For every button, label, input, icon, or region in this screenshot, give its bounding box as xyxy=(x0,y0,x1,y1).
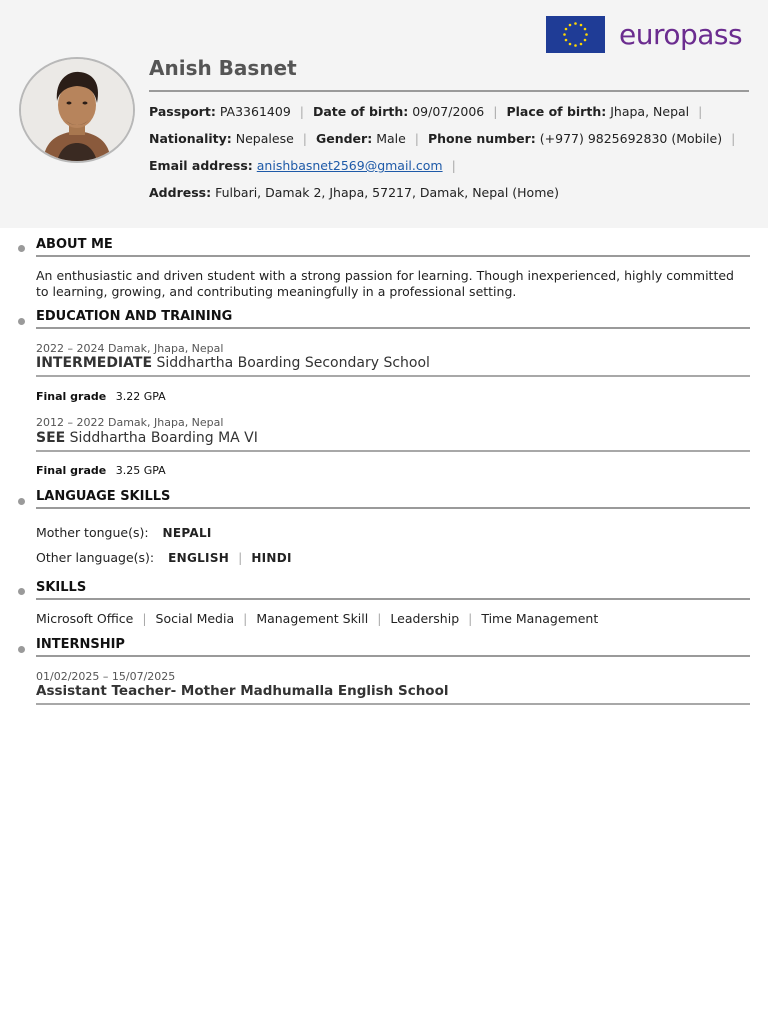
info-line-address xyxy=(149,185,559,200)
about-text: An enthusiastic and driven student with a strong passion for learning. Though inexperienced, highly committed to learning, growing, and contributing meaningfully in a professional setting. xyxy=(36,268,734,299)
pob-value: Jhapa, Nepal xyxy=(610,104,690,119)
skill-item: Time Management xyxy=(481,611,599,626)
entry-divider xyxy=(36,375,750,377)
skills-list xyxy=(36,611,598,626)
grade-value: 3.25 GPA xyxy=(115,464,166,477)
dob-value: 09/07/2006 xyxy=(412,104,485,119)
mother-tongue-label: Mother tongue(s): xyxy=(36,525,149,540)
skill-item: Leadership xyxy=(390,611,460,626)
education-meta: 2012 – 2022 Damak, Jhapa, Nepal xyxy=(36,416,224,429)
languages-title: LANGUAGE SKILLS xyxy=(36,489,171,504)
separator: | xyxy=(243,611,248,626)
separator: | xyxy=(414,131,419,146)
skills-title: SKILLS xyxy=(36,580,87,595)
profile-name: Anish Basnet xyxy=(149,56,297,80)
phone-label: Phone number: xyxy=(427,131,536,146)
person-photo-icon xyxy=(21,59,133,161)
address-value: Fulbari, Damak 2, Jhapa, 57217, Damak, Nepal (Home) xyxy=(215,185,559,200)
separator: | xyxy=(451,158,456,173)
phone-value: (+977) 9825692830 (Mobile) xyxy=(539,131,723,146)
section-bullet xyxy=(18,498,25,505)
internship-role: Assistant Teacher- Mother Madhumalla English School xyxy=(36,683,449,699)
education-meta: 2022 – 2024 Damak, Jhapa, Nepal xyxy=(36,342,224,355)
section-divider xyxy=(36,255,750,257)
separator: | xyxy=(377,611,382,626)
dob-label: Date of birth: xyxy=(312,104,409,119)
skill-item: Social Media xyxy=(155,611,235,626)
email-label: Email address: xyxy=(149,158,253,173)
info-line-identity xyxy=(149,104,707,119)
education-school: Siddhartha Boarding MA VI xyxy=(69,430,258,446)
section-bullet xyxy=(18,318,25,325)
section-divider xyxy=(36,598,750,600)
mother-tongue-row xyxy=(36,525,212,540)
avatar xyxy=(19,57,135,163)
europass-logo xyxy=(546,16,742,53)
education-grade xyxy=(36,464,166,477)
nationality-value: Nepalese xyxy=(235,131,294,146)
language-item: HINDI xyxy=(251,551,292,565)
section-bullet xyxy=(18,646,25,653)
entry-divider xyxy=(36,703,750,705)
passport-value: PA3361409 xyxy=(219,104,291,119)
education-entry-title xyxy=(36,355,430,371)
separator: | xyxy=(493,104,498,119)
section-divider xyxy=(36,327,750,329)
entry-divider xyxy=(36,450,750,452)
education-level: SEE xyxy=(36,430,66,446)
section-divider xyxy=(36,507,750,509)
grade-value: 3.22 GPA xyxy=(115,390,166,403)
separator: | xyxy=(731,131,736,146)
separator: | xyxy=(468,611,473,626)
separator: | xyxy=(299,104,304,119)
info-line-email xyxy=(149,158,461,173)
address-label: Address: xyxy=(149,185,212,200)
education-title: EDUCATION AND TRAINING xyxy=(36,309,233,324)
passport-label: Passport: xyxy=(149,104,216,119)
education-level: INTERMEDIATE xyxy=(36,355,153,371)
separator: | xyxy=(238,550,243,565)
gender-value: Male xyxy=(376,131,406,146)
email-link[interactable]: anishbasnet2569@gmail.com xyxy=(256,158,443,173)
section-bullet xyxy=(18,588,25,595)
internship-meta: 01/02/2025 – 15/07/2025 xyxy=(36,670,176,683)
skill-item: Microsoft Office xyxy=(36,611,134,626)
info-line-personal xyxy=(149,131,740,146)
grade-label: Final grade xyxy=(36,390,107,403)
gender-label: Gender: xyxy=(315,131,373,146)
education-school: Siddhartha Boarding Secondary School xyxy=(156,355,430,371)
section-divider xyxy=(36,655,750,657)
separator: | xyxy=(142,611,147,626)
profile-header xyxy=(0,0,768,228)
other-languages-label: Other language(s): xyxy=(36,550,155,565)
mother-tongue-value: NEPALI xyxy=(162,526,212,540)
grade-label: Final grade xyxy=(36,464,107,477)
separator: | xyxy=(302,131,307,146)
language-item: ENGLISH xyxy=(168,551,230,565)
separator: | xyxy=(698,104,703,119)
nationality-label: Nationality: xyxy=(149,131,232,146)
about-title: ABOUT ME xyxy=(36,237,113,252)
europass-wordmark: europass xyxy=(619,18,743,51)
section-bullet xyxy=(18,245,25,252)
name-divider xyxy=(149,90,749,92)
education-entry-title xyxy=(36,430,258,446)
education-grade xyxy=(36,390,166,403)
other-languages-row xyxy=(36,550,292,565)
eu-flag-icon xyxy=(546,16,605,53)
internship-title: INTERNSHIP xyxy=(36,637,125,652)
pob-label: Place of birth: xyxy=(506,104,607,119)
skill-item: Management Skill xyxy=(256,611,369,626)
